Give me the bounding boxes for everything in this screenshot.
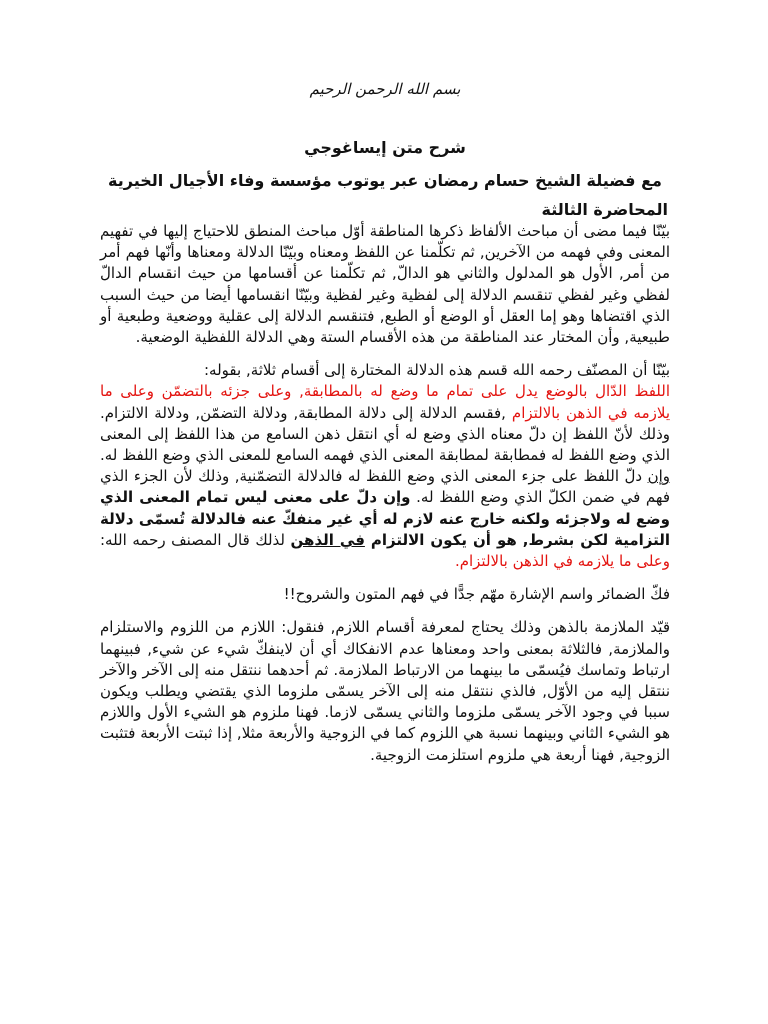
matn-quote: اللفظ الدّال بالوضع يدل على تمام ما وضع له بالمطابقة, وعلى جزئه بالتضمّن وعلى ما يلازمه في الذهن بالالتزام: [100, 382, 670, 422]
paragraph-1: بيّنّا فيما مضى أن مباحث الألفاظ ذكرها المناطقة أوّل مباحث المنطق للاحتياج إليها في تفهيم المعنى وفي فهمه من الآخرين, ثم تكلّمنا عن اللفظ ومعناه وبيّنّا الدلالة ومعناها وأنّها فهم أمر من أمر, الأول هو المدلول والثاني هو الدالّ, ثم تكلّمنا عن أقسامها من حيث انقسام الدالّ لفظي وغير لفظي تنقسم الدلالة إلى لفظية وغير لفظية وبيّنّا انقسامها أيضا من حيث السبب الذي اقتضاها وهو إما العقل أو الوضع أو الطبع, فتنقسم الدلالة إلى عقلية ووضعية وطبعية أو طبيعية, وأن المختار عند المناطقة من هذه الأقسام الستة وهي الدلالة اللفظية الوضعية.: [100, 222, 670, 347]
paragraph-3: فكّ الضمائر واسم الإشارة مهّم جدًّا في فهم المتون والشروح!!: [283, 585, 670, 604]
bold-underlined-phrase: في الذهن: [290, 530, 365, 549]
document-title: شرح متن إيساغوجي: [304, 138, 466, 157]
paragraph-4: قيّد الملازمة بالذهن وذلك يحتاج لمعرفة أقسام اللازم, فنقول: اللازم من اللزوم والاستلزام والملازمة, فالثلاثة بمعنى واحد ومعناها عدم الانفكاك أي أن لاينفكّ شيء عن شيء, فبينهما ارتباط وتماسك فيُسمّى ما بينهما من الارتباط الملازمة. ثم أحدهما ننتقل منه إلى الآخر والآخر ننتقل إليه من الأوّل, فالذي ننتقل منه إلى الآخر يسمّى ملزوما الذي يقتضي ويطلب ويكون سببا في وجود الآخر يسمّى ملزوما والثاني يسمّى لازما. فهنا ملزوم هو الشيء الأول واللازم هو الشيء الثاني وبينهما نسبة هي اللزوم كما في الزوجية والأربعة مثلا, إذا ثبتت الأربعة فتثبت الزوجية, فهنا أربعة هي ملزوم استلزمت الزوجية.: [99, 618, 670, 764]
basmala: بسم الله الرحمن الرحيم: [309, 80, 461, 98]
paragraph-2-text-2: دلّ اللفظ على جزء المعنى الذي وضع اللفظ له فالدلالة التضمّنية, وذلك لأن الجزء الذي فهم في ضمن الكلّ الذي وضع اللفظ له.: [100, 467, 670, 507]
paragraph-2-intro: بيّنّا أن المصنّف رحمه الله قسم هذه الدلالة المختارة إلى أقسام ثلاثة, بقوله:: [204, 361, 670, 380]
document-page: [100, 80, 670, 778]
paragraph-2-text-1: ,فقسم الدلالة إلى دلالة المطابقة, ودلالة التضمّن, ودلالة الالتزام. وذلك لأنّ اللفظ إن دلّ معناه الذي وضع له أي انتقل ذهن السامع من هذا اللفظ إلى المعنى الذي وضع اللفظ له فمطابقة لمطابقة المعنى الذي فهمه السامع للمعنى الذي وضع اللفظ له.: [100, 403, 670, 465]
document-subtitle: مع فضيلة الشيخ حسام رمضان عبر يوتوب مؤسسة وفاء الأجيال الخيرية: [108, 171, 662, 190]
bold-definition: وإن دلّ على معنى ليس تمام المعنى الذي وضع له ولاجزئه ولكنه خارج عنه لازم له أي غير منفكّ عنه فالدلالة تُسمّى دلالة التزامية لكن بشرط, هو أن يكون الالتزام: [100, 488, 670, 549]
underlined-word: وإن: [647, 467, 670, 486]
matn-quote-2: وعلى ما يلازمه في الذهن بالالتزام.: [454, 552, 670, 571]
lecture-heading: المحاضرة الثالثة: [541, 200, 668, 219]
paragraph-2: [100, 360, 670, 572]
paragraph-2-text-3: لذلك قال المصنف رحمه الله:: [100, 530, 291, 549]
